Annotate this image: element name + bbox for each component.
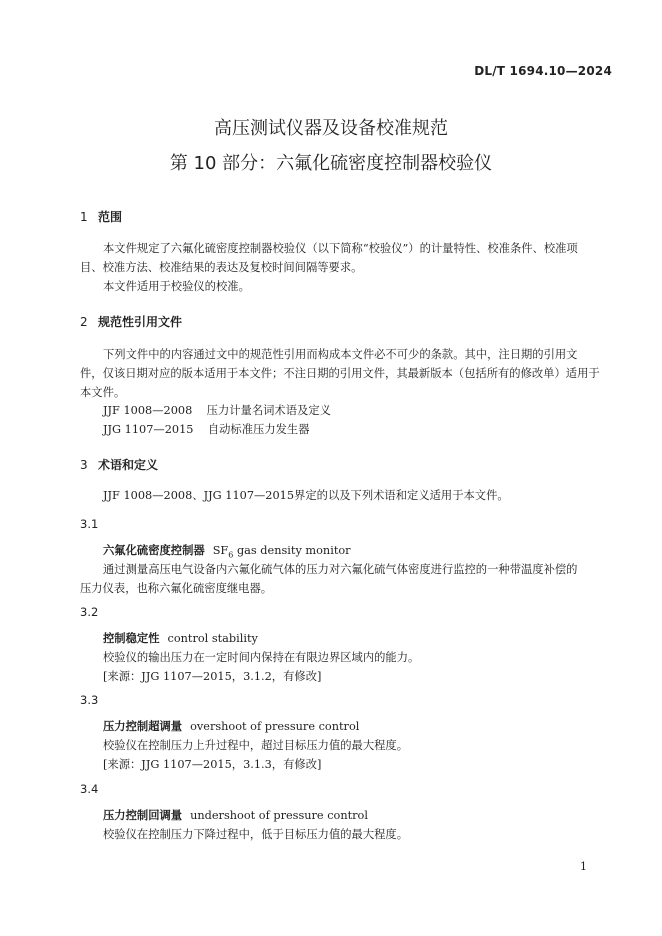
- term-3-1-definition-cont: 压力仪表，也称六氟化硫密度继电器。: [80, 582, 273, 595]
- term-3-2-source: [来源：JJG 1107—2015，3.1.2，有修改]: [103, 670, 322, 683]
- term-3-2-definition: 校验仪的输出压力在一定时间内保持在有限边界区域内的能力。: [103, 651, 420, 664]
- section-number: 3: [80, 458, 88, 472]
- term-3-3-definition: 校验仪在控制压力上升过程中，超过目标压力值的最大程度。: [103, 739, 409, 752]
- term-chinese: 压力控制回调量: [103, 809, 183, 822]
- term-english: $SF_6$ gas density monitor: [212, 544, 351, 560]
- term-chinese: 控制稳定性: [103, 632, 160, 645]
- term-3-4-definition: 校验仪在控制压力下降过程中，低于目标压力值的最大程度。: [103, 828, 409, 841]
- document-title: 高压测试仪器及设备校准规范: [214, 118, 448, 139]
- term-3-1: [103, 542, 351, 559]
- section-3-intro: JJF 1008—2008、JJG 1107—2015界定的以及下列术语和定义适用于本文件。: [103, 489, 509, 502]
- section-title: 术语和定义: [98, 458, 159, 472]
- section-title: 规范性引用文件: [98, 315, 183, 329]
- page-number: 1: [580, 860, 587, 873]
- term-english: overshoot of pressure control: [190, 720, 360, 733]
- term-3-4: [103, 807, 368, 823]
- term-3-2: [103, 630, 258, 646]
- term-chinese: 六氟化硫密度控制器: [103, 544, 205, 557]
- section-number: 1: [80, 210, 88, 224]
- term-3-4-number: 3.4: [80, 782, 99, 796]
- term-3-3: [103, 718, 359, 734]
- reference-2: JJG 1107—2015 自动标准压力发生器: [103, 423, 310, 436]
- standard-code: DL/T 1694.10—2024: [474, 64, 612, 78]
- term-3-1-definition: 通过测量高压电气设备内六氟化硫气体的压力对六氟化硫气体密度进行监控的一种带温度补偿的: [103, 563, 578, 576]
- term-3-1-number: 3.1: [80, 517, 99, 531]
- term-english: undershoot of pressure control: [190, 809, 368, 822]
- section-2-paragraph-1: 下列文件中的内容通过文中的规范性引用而构成本文件必不可少的条款。其中，注日期的引用文件，仅该日期对应的版本适用于本文件；不注日期的引用文件，其最新版本（包括所有的修改单）适用于本文件。: [80, 348, 600, 399]
- reference-1: JJF 1008—2008 压力计量名词术语及定义: [103, 404, 331, 417]
- section-number: 2: [80, 315, 88, 329]
- term-3-3-source: [来源：JJG 1107—2015，3.1.3，有修改]: [103, 758, 322, 771]
- term-3-3-number: 3.3: [80, 693, 99, 707]
- section-1-paragraph-1: 本文件规定了六氟化硫密度控制器校验仪（以下简称“校验仪”）的计量特性、校准条件、校准项目、校准方法、校准结果的表达及复校时间间隔等要求。: [80, 242, 578, 274]
- term-english: control stability: [167, 632, 258, 645]
- term-3-2-number: 3.2: [80, 605, 99, 619]
- term-chinese: 压力控制超调量: [103, 720, 183, 733]
- section-title: 范围: [98, 210, 123, 224]
- section-1-paragraph-2: 本文件适用于校验仪的校准。: [103, 280, 250, 293]
- section-3-heading: [80, 456, 158, 473]
- section-1-heading: [80, 208, 122, 225]
- section-2-heading: [80, 313, 182, 330]
- document-subtitle: 第 10 部分：六氟化硫密度控制器校验仪: [169, 153, 493, 174]
